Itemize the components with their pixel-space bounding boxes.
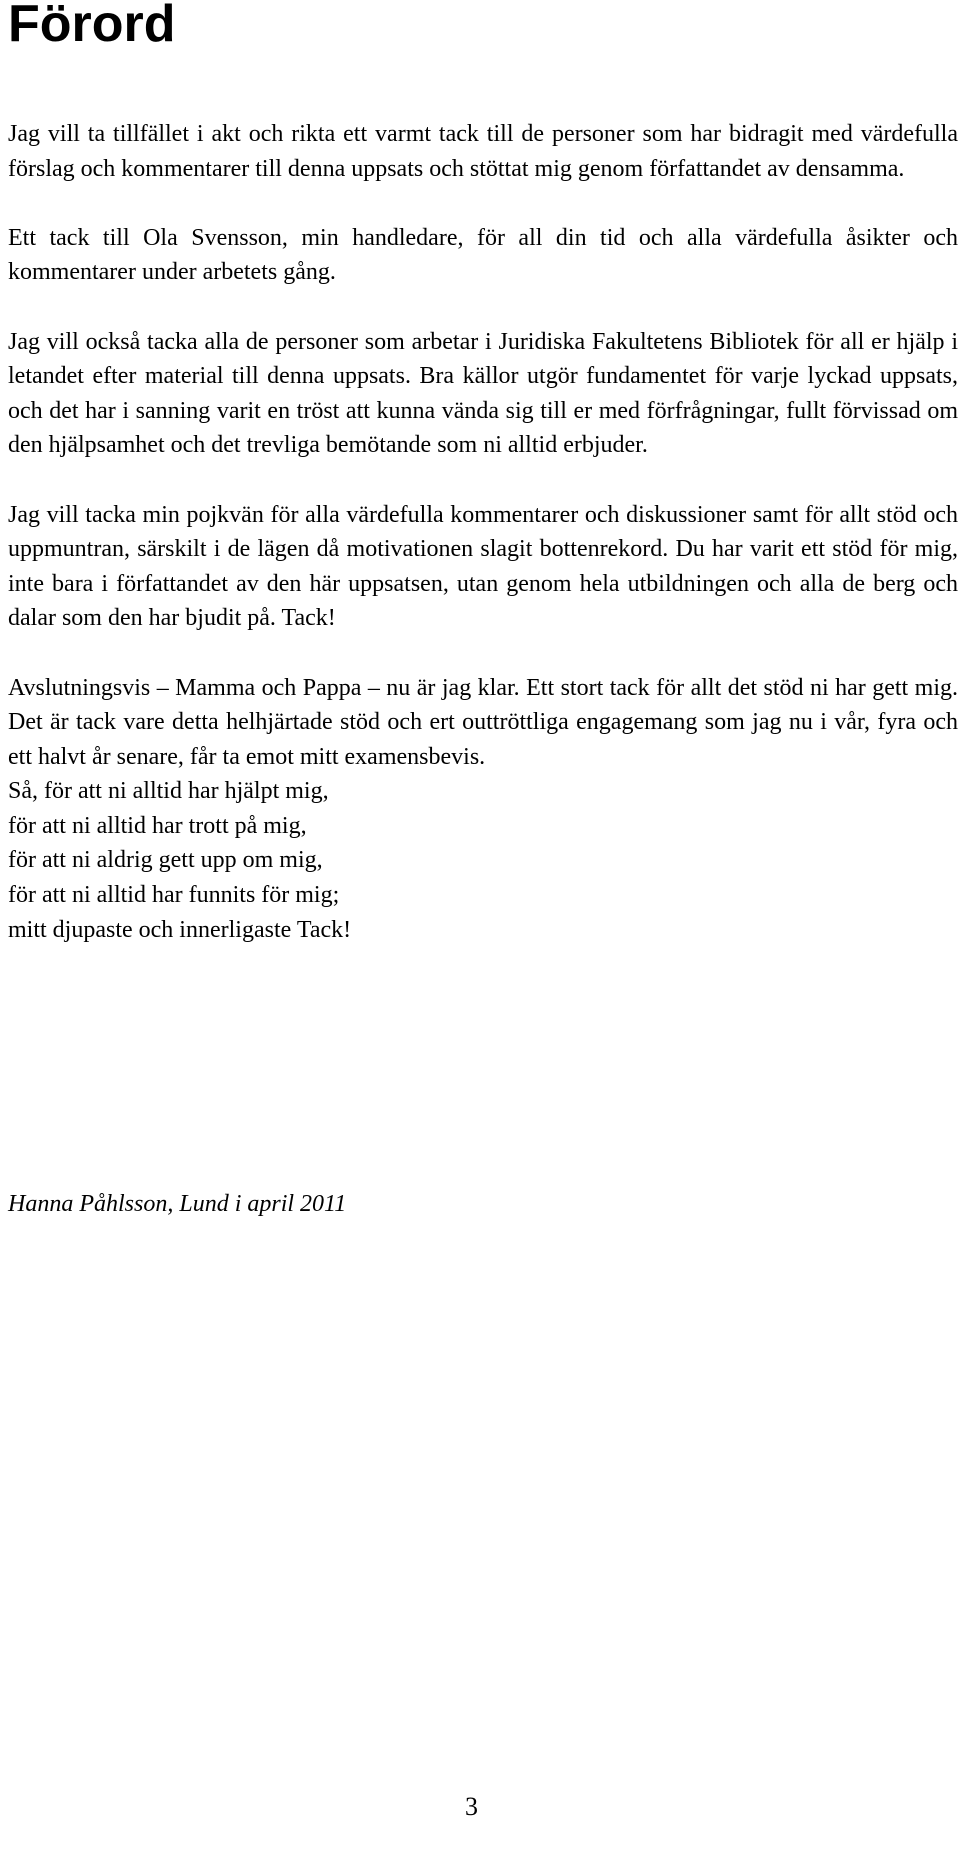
closing-verse — [8, 774, 958, 947]
paragraph-thanks-boyfriend: Jag vill tacka min pojkvän för alla värdefulla kommentarer och diskussioner samt för allt stöd och uppmuntran, särskilt i de lägen då motivationen slagit bottenrekord. Du har varit ett stöd för mig, inte bara i författandet av den här uppsatsen, utan genom hela utbildningen och alla de berg och dalar som den har bjudit på. Tack! — [8, 501, 958, 632]
signature-line: Hanna Påhlsson, Lund i april 2011 — [8, 1191, 347, 1217]
paragraph-thanks-library: Jag vill också tacka alla de personer som arbetar i Juridiska Fakultetens Bibliotek för all er hjälp i letandet efter material till denna uppsats. Bra källor utgör fundamentet för varje lyckad uppsats, och det har i sanning varit en tröst att kunna vända sig till er med förfrågningar, fullt förvissad om den hjälpsamhet och det trevliga bemötande som ni alltid erbjuder. — [8, 328, 958, 459]
paragraph-thanks-parents: Avslutningsvis – Mamma och Pappa – nu är jag klar. Ett stort tack för allt det stöd ni har gett mig. Det är tack vare detta helhjärtade stöd och ert outtröttliga engagemang som jag nu i vår, fyra och ett halvt år senare, får ta emot mitt examensbevis. — [8, 674, 958, 770]
verse-line: för att ni alltid har funnits för mig; — [8, 882, 340, 909]
verse-line: Så, för att ni alltid har hjälpt mig, — [8, 778, 329, 805]
paragraph-thanks-supervisor: Ett tack till Ola Svensson, min handledare, för all din tid och alla värdefulla åsikter och kommentarer under arbetets gång. — [8, 224, 958, 286]
verse-line: för att ni alltid har trott på mig, — [8, 812, 307, 839]
verse-line: mitt djupaste och innerligaste Tack! — [8, 916, 352, 943]
page-number: 3 — [465, 1792, 478, 1821]
preface-body — [8, 117, 958, 947]
paragraph-thanks-intro: Jag vill ta tillfället i akt och rikta ett varmt tack till de personer som har bidragit med värdefulla förslag och kommentarer till denna uppsats och stöttat mig genom författandet av densamma. — [8, 121, 958, 182]
verse-line: för att ni aldrig gett upp om mig, — [8, 847, 323, 874]
page-title: Förord — [8, 0, 176, 53]
